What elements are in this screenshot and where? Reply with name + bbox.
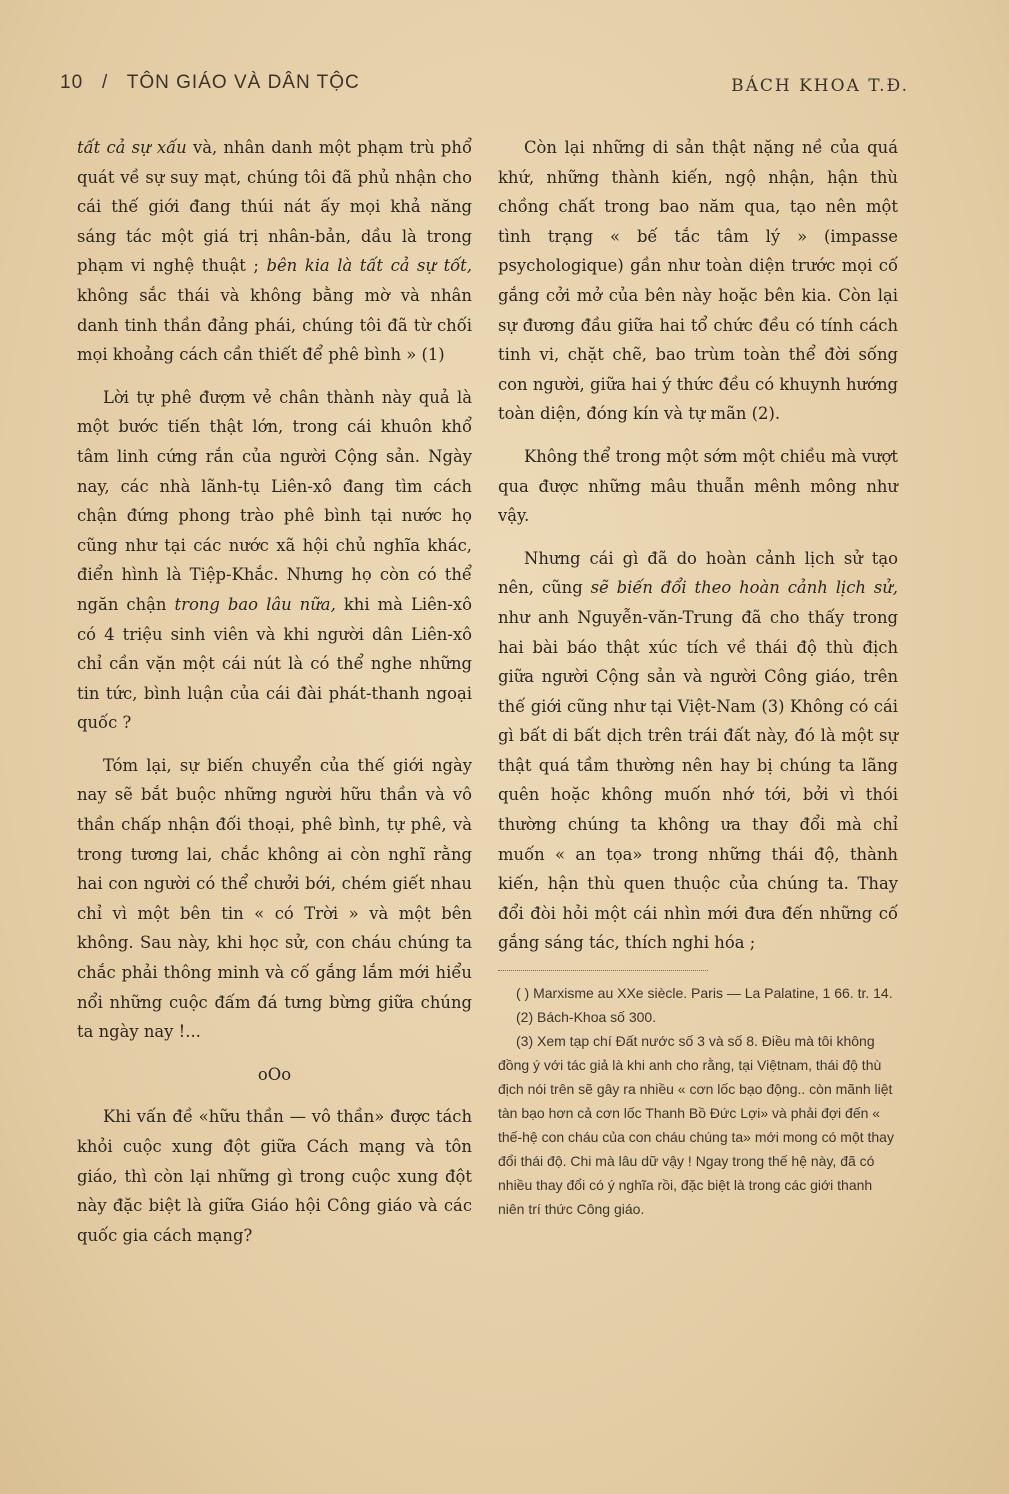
section-title: TÔN GIÁO VÀ DÂN TỘC xyxy=(126,72,360,93)
page-header xyxy=(60,72,909,102)
paragraph: Tóm lại, sự biến chuyển của thế giới ngày nay sẽ bắt buộc những người hữu thần và vô thần chấp nhận đối thoại, phê bình, tự phê, và trong tương lai, chắc không ai còn nghĩ rằng hai con người có thể chưởi bới, chém giết nhau chỉ vì một bên tin « có Trời » và một bên không. Sau này, khi học sử, con cháu chúng ta chắc phải thông minh và cố gắng lắm mới hiểu nổi những cuộc đấm đá tưng bừng giữa chúng ta ngày nay !... xyxy=(77,755,472,1042)
text-segment: Lời tự phê đượm vẻ chân thành này quả là một bước tiến thật lớn, trong cái khuôn khổ tâm linh cứng rắn của người Cộng sản. Ngày nay, các nhà lãnh-tụ Liên-xô đang tìm cách chận đứng phong trào phê bình tại nước họ cũng như tại các nước xã hội chủ nghĩa khác, điển hình là Tiệp-Khắc. Nhưng họ còn có thể ngăn chận xyxy=(77,387,472,614)
paragraph: Không thể trong một sớm một chiều mà vượt qua được những mâu thuẫn mênh mông như vậy. xyxy=(498,446,898,526)
right-column xyxy=(498,133,898,1221)
journal-name: BÁCH KHOA T.Đ. xyxy=(731,76,909,96)
text-segment: như anh Nguyễn-văn-Trung đã cho thấy trong hai bài báo thật xúc tích về thái độ thù địch giữa người Cộng sản và người Công giáo, trên thế giới cũng như tại Việt-Nam (3) Không có cái gì bất di bất dịch trên trái đất này, đó là một sự thật quá tầm thường nên hay bị chúng ta lãng quên hoặc không muốn nhớ tới, bởi vì thói thường chúng ta không ưa thay đổi mà chỉ muốn « an tọa» trong những thái độ, thành kiến, hận thù quen thuộc của chúng ta. Thay đổi đòi hỏi một cái nhìn mới đưa đến những cố gắng sáng tác, thích nghi hóa ; xyxy=(498,607,898,953)
footnote-separator xyxy=(498,970,708,971)
paragraph: Khi vấn đề «hữu thần — vô thần» được tách khỏi cuộc xung đột giữa Cách mạng và tôn giáo, thì còn lại những gì trong cuộc xung đột này đặc biệt là giữa Giáo hội Công giáo và các quốc gia cách mạng? xyxy=(77,1107,472,1245)
paragraph xyxy=(498,544,898,958)
footnote: (2) Bách-Khoa số 300. xyxy=(516,1009,657,1026)
text-segment: không sắc thái và không bằng mờ và nhân danh tinh thần đảng phái, chúng tôi đã từ chối mọi khoảng cách cần thiết để phê bình » (1) xyxy=(77,285,472,365)
paragraph xyxy=(77,383,472,738)
header-separator: / xyxy=(101,72,109,93)
page-number: 10 xyxy=(60,72,84,93)
text-segment: và, nhân danh một phạm trù phổ quát về sự suy mạt, chúng tôi đã phủ nhận cho cái thế giới đang thúi nát ấy mọi khả năng sáng tác một giá trị nhân-bản, dầu là trong phạm vi nghệ thuật ; xyxy=(77,138,472,276)
header-left xyxy=(60,72,360,94)
text-segment: khi mà Liên-xô có 4 triệu sinh viên và khi người dân Liên-xô chỉ cần vặn một cái nút là có thể nghe những tin tức, bình luận của cái đài phát-thanh ngoại quốc ? xyxy=(77,594,472,733)
footnote: ( ) Marxisme au XXe siècle. Paris — La Palatine, 1 66. tr. 14. xyxy=(516,985,893,1002)
footnote: (3) Xem tạp chí Đất nước số 3 và số 8. Điều mà tôi không đồng ý với tác giả là khi anh cho rằng, tại Việtnam, thái độ thù địch nói trên sẽ gây ra nhiều « cơn lốc bạo động.. còn mãnh liệt tàn bạo hơn cả cơn lốc Thanh Bồ Đức Lợi» và phải đợi đến « thế-hệ con cháu của con cháu chúng ta» mới mong có một thay đổi thái độ. Chi mà lâu dữ vậy ! Ngay trong thế hệ này, đã có nhiều thay đổi có ý nghĩa rồi, đặc biệt là trong các giới thanh niên trí thức Công giáo. xyxy=(498,1033,894,1218)
emphasis-text: bên kia là tất cả sự tốt, xyxy=(266,256,472,276)
text-segment: Nhưng cái gì đã do hoàn cảnh lịch sử tạo nên, cũng xyxy=(498,548,898,598)
left-column xyxy=(77,133,472,1250)
emphasis-text: tất cả sự xấu xyxy=(77,138,187,157)
paragraph xyxy=(77,133,472,370)
section-divider: oOo xyxy=(257,1064,292,1084)
emphasis-text: sẽ biến đổi theo hoàn cảnh lịch sử, xyxy=(590,578,898,598)
emphasis-text: trong bao lâu nữa, xyxy=(174,594,336,614)
paragraph: Còn lại những di sản thật nặng nề của quá khứ, những thành kiến, ngộ nhận, hận thù chồng chất trong bao năm qua, tạo nên một tình trạng « bế tắc tâm lý » (impasse psychologique) gần như toàn diện trước mọi cố gắng cởi mở của bên này hoặc bên kia. Còn lại sự đương đầu giữa hai tổ chức đều có tính cách tinh vi, chặt chẽ, bao trùm toàn thể đời sống con người, giữa hai ý thức đều có khuynh hướng toàn diện, đóng kín và tự mãn (2). xyxy=(498,138,898,424)
